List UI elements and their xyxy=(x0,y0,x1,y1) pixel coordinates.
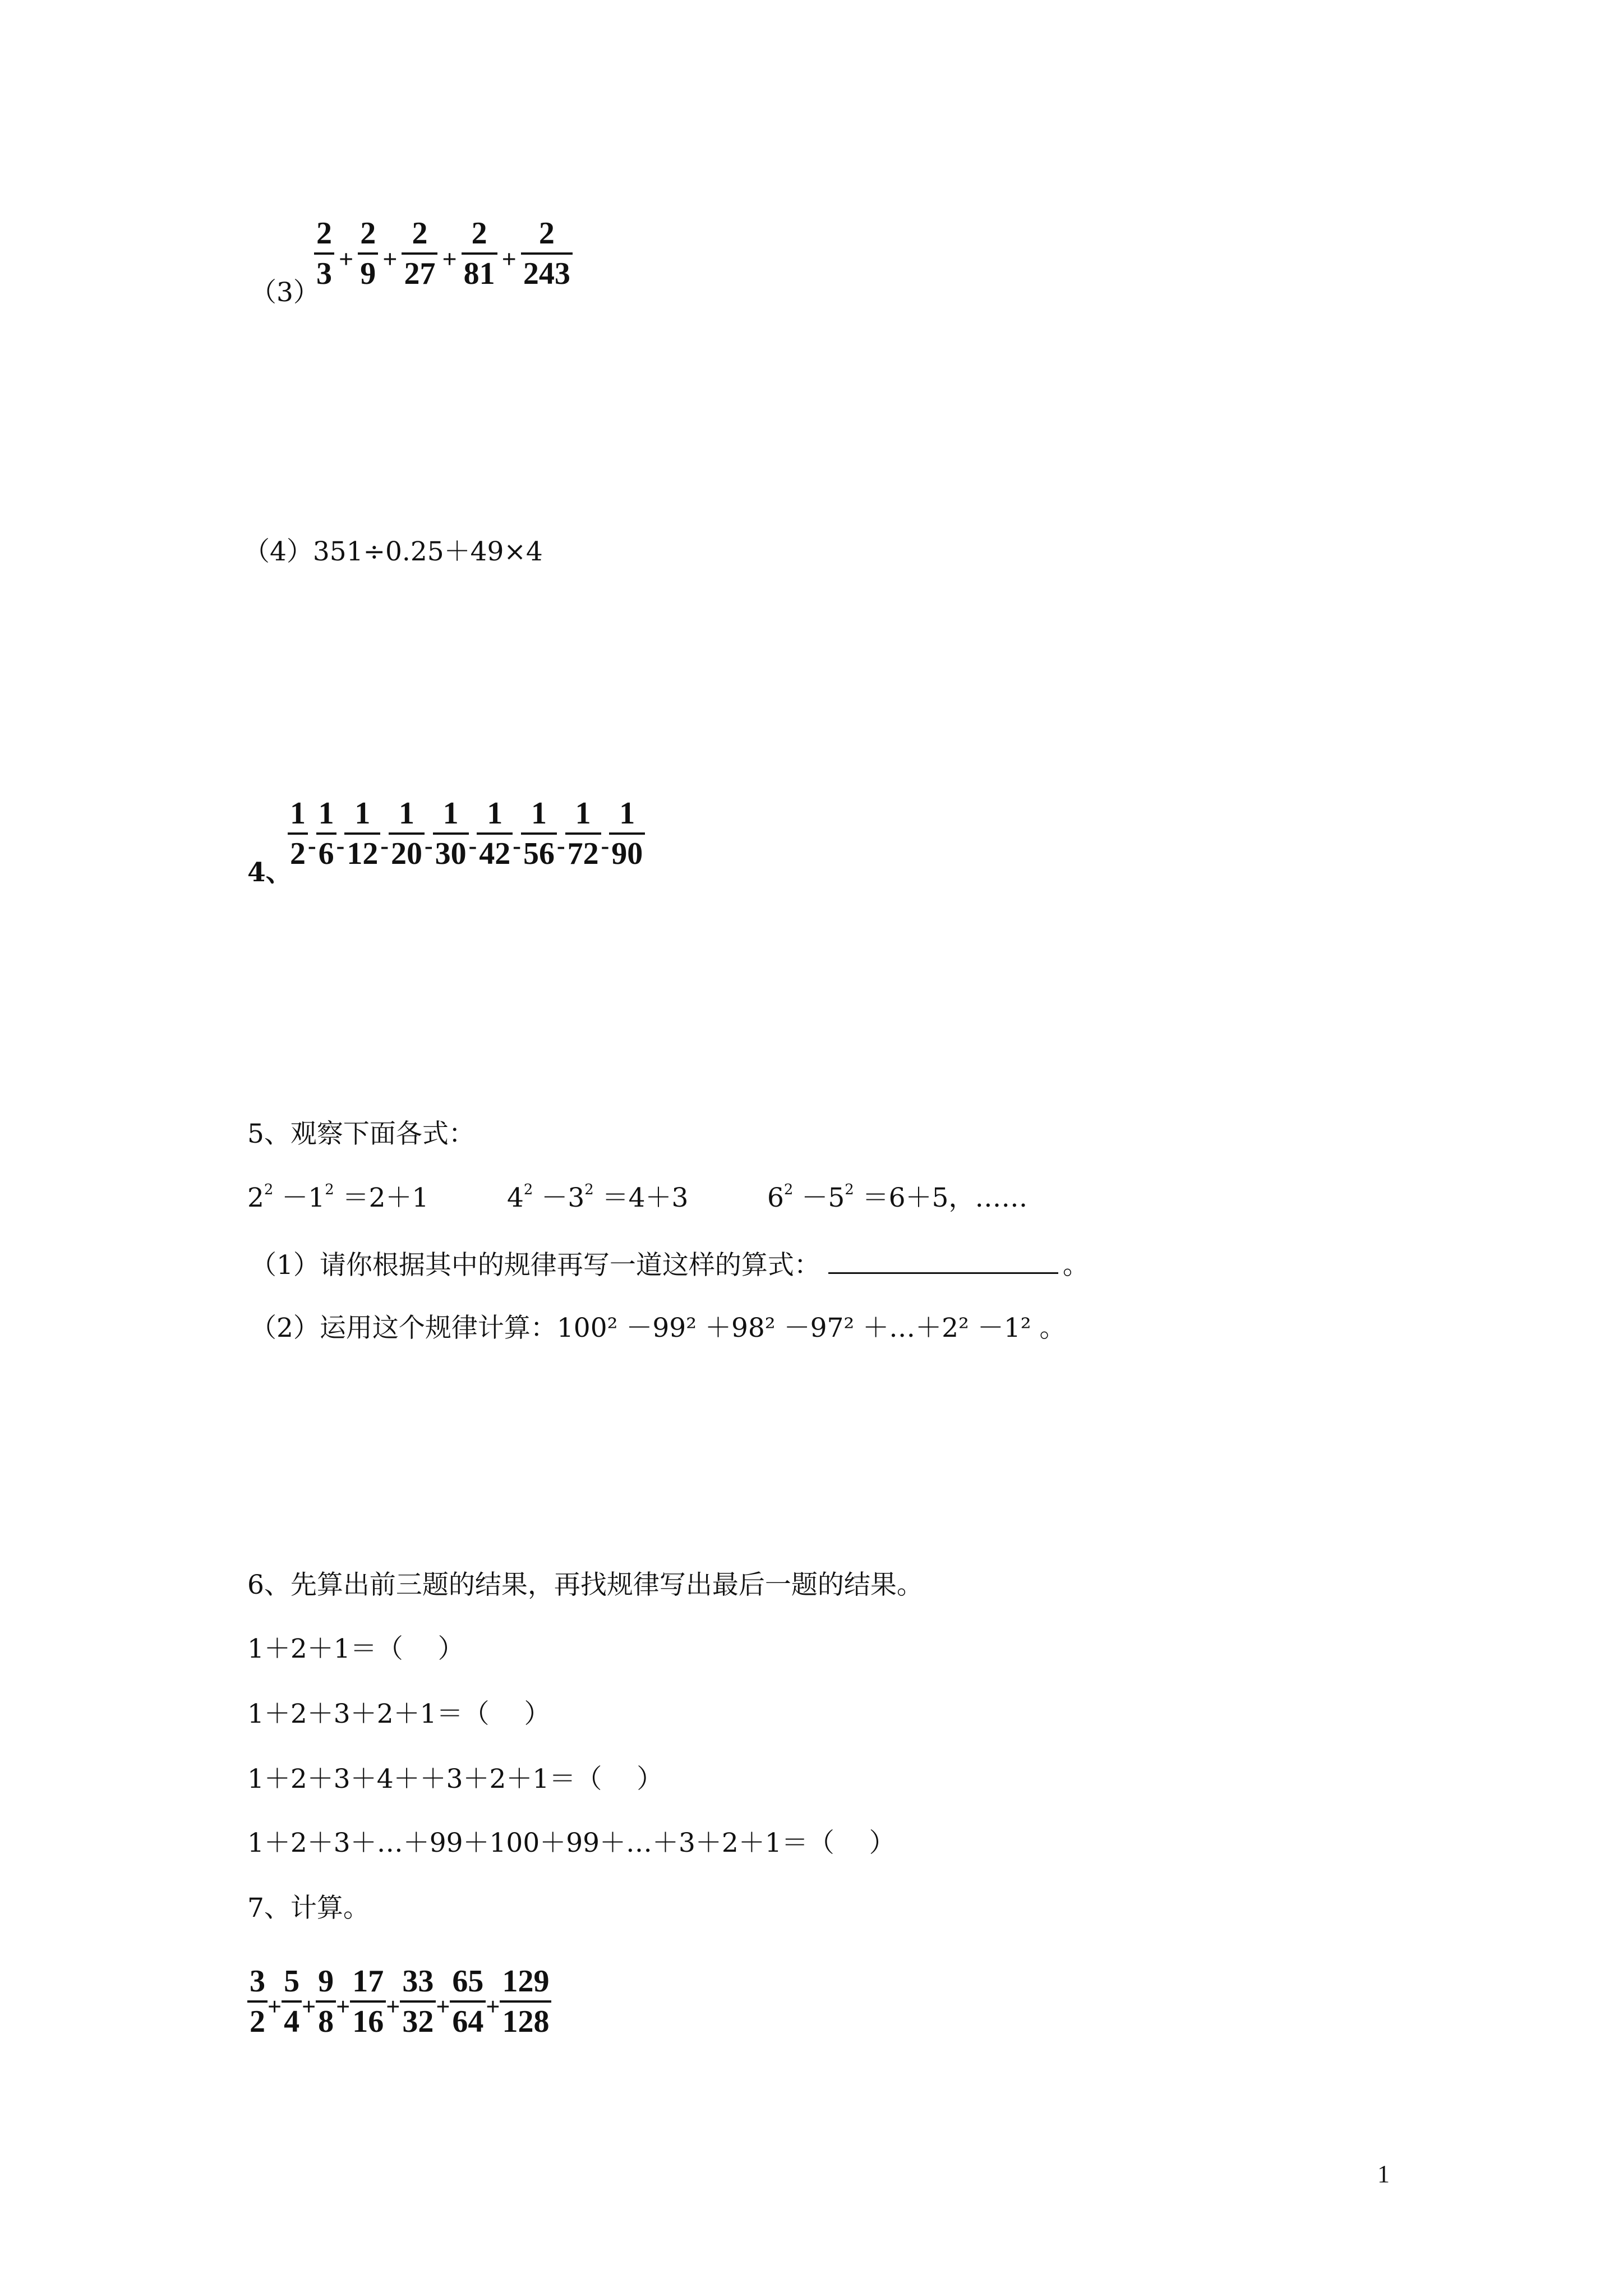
fraction-numerator: 129 xyxy=(502,1964,550,1999)
fraction xyxy=(247,1966,268,2037)
fraction-denominator: 72 xyxy=(567,836,599,871)
operator-sign: - xyxy=(513,832,521,859)
fraction-denominator: 8 xyxy=(318,2004,334,2039)
question-5-example-1: $2^2 -1^2 =2+1$ xyxy=(247,1181,429,1213)
fraction-denominator: 128 xyxy=(502,2004,550,2039)
question-4-sub-expression: （4）351÷0.25＋49×4 xyxy=(243,536,543,567)
question-5-part-2: （2）运用这个规律计算：100² －99² ＋98² －97² ＋…＋2² －1² 。 xyxy=(250,1313,1066,1343)
fraction-denominator: 64 xyxy=(452,2004,484,2039)
fraction-numerator: 1 xyxy=(442,796,459,831)
fraction-denominator: 16 xyxy=(352,2004,384,2039)
operator-sign: + xyxy=(339,245,354,273)
operator-sign: + xyxy=(442,245,457,273)
fraction-bar xyxy=(350,2000,386,2003)
fraction-denominator: 9 xyxy=(360,256,376,291)
fraction-denominator: 12 xyxy=(347,836,379,871)
fraction-bar xyxy=(521,252,573,255)
fraction-numerator: 1 xyxy=(318,796,334,831)
fraction xyxy=(609,798,645,869)
fraction-bar xyxy=(358,252,378,255)
question-5-title: 5、观察下面各式： xyxy=(247,1119,475,1149)
operator-sign: - xyxy=(308,832,316,859)
fraction-numerator: 1 xyxy=(290,796,306,831)
operator-sign: - xyxy=(424,832,433,859)
question-6-line-2: 1＋2＋3＋2＋1＝（ ） xyxy=(247,1699,551,1729)
fraction-bar xyxy=(521,832,557,835)
fraction-numerator: 1 xyxy=(354,796,371,831)
page-number: 1 xyxy=(1377,2160,1390,2188)
fraction-denominator: 42 xyxy=(479,836,511,871)
fraction-bar xyxy=(462,252,497,255)
fraction-bar xyxy=(477,832,513,835)
operator-sign: - xyxy=(336,832,345,859)
question-6-line-1: 1＋2＋1＝（ ） xyxy=(247,1634,464,1664)
question-4-label: 4、 xyxy=(247,857,292,888)
fraction xyxy=(521,798,557,869)
question-5-example-2: $4^2 -3^2 =4+3$ xyxy=(507,1181,689,1213)
operator-sign: - xyxy=(556,832,565,859)
fraction-bar xyxy=(288,832,308,835)
fraction-numerator: 1 xyxy=(575,796,591,831)
fraction xyxy=(314,218,334,289)
fraction-numerator: 1 xyxy=(619,796,635,831)
question-4-expression xyxy=(288,798,645,869)
fraction-bar xyxy=(316,832,336,835)
operator-sign: + xyxy=(436,1993,450,2021)
fraction-bar xyxy=(314,252,334,255)
operator-sign: + xyxy=(382,245,398,273)
fraction-denominator: 90 xyxy=(611,836,643,871)
operator-sign: + xyxy=(268,1993,282,2021)
fraction-numerator: 2 xyxy=(316,216,332,251)
fraction xyxy=(400,1966,436,2037)
fraction-bar xyxy=(344,832,380,835)
fraction-numerator: 1 xyxy=(487,796,503,831)
fraction-numerator: 2 xyxy=(412,216,428,251)
operator-sign: + xyxy=(386,1993,400,2021)
fraction-numerator: 9 xyxy=(318,1964,334,1999)
fraction-denominator: 20 xyxy=(390,836,422,871)
fraction-denominator: 56 xyxy=(523,836,555,871)
question-3-label: （3） xyxy=(250,277,320,308)
fraction-bar xyxy=(282,2000,302,2003)
question-7-title: 7、计算。 xyxy=(247,1893,370,1924)
question-6-line-3: 1＋2＋3＋4＋＋3＋2＋1＝（ ） xyxy=(247,1764,663,1795)
fraction xyxy=(316,798,336,869)
operator-sign: + xyxy=(336,1993,351,2021)
fraction xyxy=(316,1966,336,2037)
fraction xyxy=(565,798,601,869)
fraction-bar xyxy=(609,832,645,835)
fraction xyxy=(477,798,513,869)
fraction-numerator: 2 xyxy=(471,216,487,251)
fraction-bar xyxy=(247,2000,268,2003)
operator-sign: + xyxy=(302,1993,316,2021)
fraction xyxy=(462,218,497,289)
fraction xyxy=(433,798,469,869)
fraction xyxy=(344,798,380,869)
fraction xyxy=(500,1966,551,2037)
fraction-bar xyxy=(565,832,601,835)
question-5-part-1: （1）请你根据其中的规律再写一道这样的算式： 。 xyxy=(250,1250,1089,1281)
fraction xyxy=(450,1966,486,2037)
operator-sign: + xyxy=(501,245,517,273)
fraction-bar xyxy=(500,2000,551,2003)
fraction-numerator: 17 xyxy=(352,1964,384,1999)
fraction-denominator: 2 xyxy=(290,836,306,871)
question-5-example-3: $6^2 -5^2 =6+5$，…… xyxy=(767,1181,1028,1213)
fraction-denominator: 6 xyxy=(318,836,334,871)
fraction-denominator: 27 xyxy=(404,256,436,291)
fraction-numerator: 33 xyxy=(402,1964,434,1999)
fraction-denominator: 2 xyxy=(250,2004,265,2039)
fraction xyxy=(521,218,573,289)
fraction-denominator: 30 xyxy=(435,836,467,871)
fraction-bar xyxy=(400,2000,436,2003)
fraction-numerator: 5 xyxy=(284,1964,300,1999)
question-7-expression xyxy=(247,1966,551,2037)
question-3-expression xyxy=(314,218,573,289)
fraction-numerator: 2 xyxy=(360,216,376,251)
fraction-denominator: 81 xyxy=(463,256,495,291)
question-6-title: 6、先算出前三题的结果，再找规律写出最后一题的结果。 xyxy=(247,1570,923,1600)
fraction xyxy=(402,218,437,289)
operator-sign: - xyxy=(601,832,610,859)
fraction-numerator: 1 xyxy=(398,796,414,831)
fraction-bar xyxy=(402,252,437,255)
fraction xyxy=(358,218,378,289)
operator-sign: - xyxy=(468,832,477,859)
answer-blank[interactable] xyxy=(828,1250,1058,1274)
fraction-denominator: 32 xyxy=(402,2004,434,2039)
fraction xyxy=(288,798,308,869)
fraction-denominator: 243 xyxy=(523,256,570,291)
fraction xyxy=(282,1966,302,2037)
fraction-bar xyxy=(450,2000,486,2003)
fraction-numerator: 1 xyxy=(531,796,547,831)
fraction-bar xyxy=(316,2000,336,2003)
fraction-bar xyxy=(433,832,469,835)
question-6-line-4: 1＋2＋3＋…＋99＋100＋99＋…＋3＋2＋1＝（ ） xyxy=(247,1828,896,1858)
fraction xyxy=(389,798,425,869)
fraction xyxy=(350,1966,386,2037)
operator-sign: + xyxy=(486,1993,500,2021)
fraction-bar xyxy=(389,832,425,835)
fraction-denominator: 4 xyxy=(284,2004,300,2039)
fraction-numerator: 3 xyxy=(250,1964,265,1999)
fraction-numerator: 65 xyxy=(452,1964,484,1999)
fraction-denominator: 3 xyxy=(316,256,332,291)
operator-sign: - xyxy=(380,832,389,859)
fraction-numerator: 2 xyxy=(538,216,555,251)
